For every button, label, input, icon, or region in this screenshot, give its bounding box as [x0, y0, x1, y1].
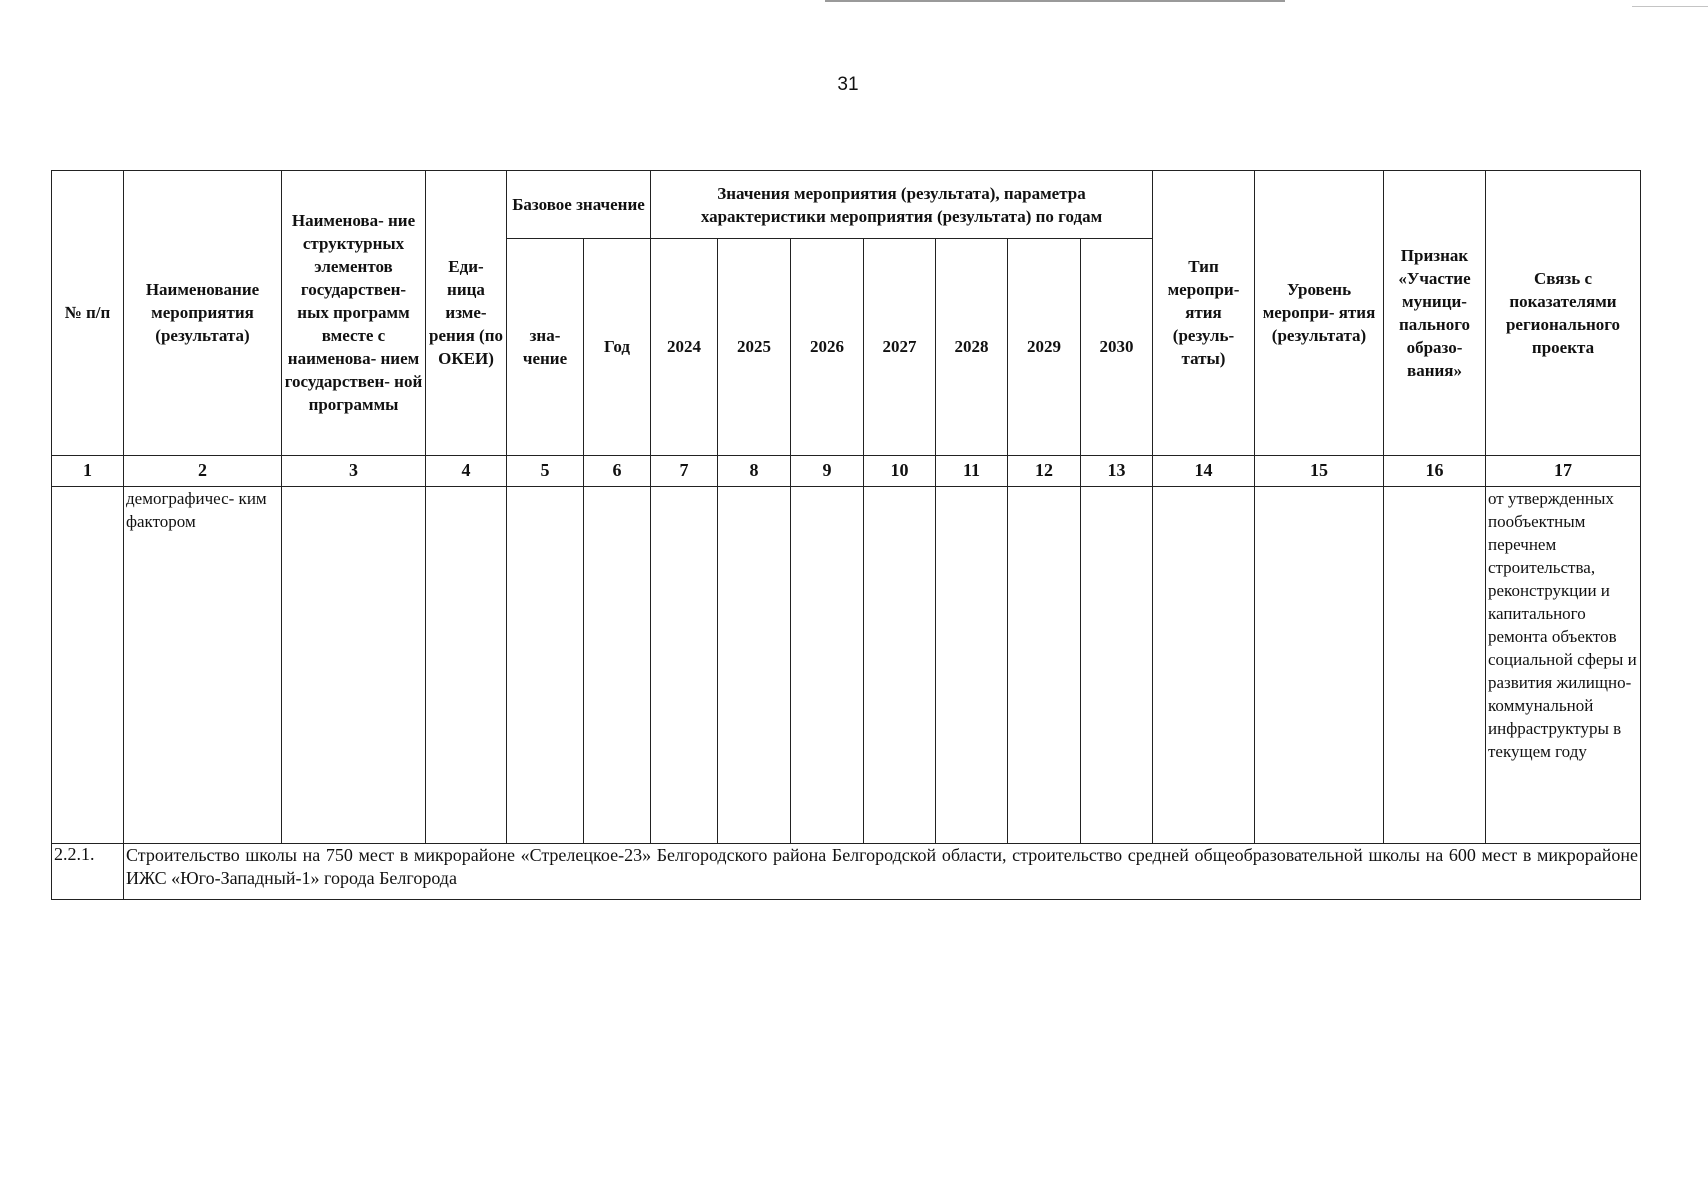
header-values-group: Значения мероприятия (результата), параметра характеристики мероприятия (результата) по годам: [651, 171, 1153, 239]
column-number: 16: [1384, 455, 1486, 486]
column-number: 2: [124, 455, 282, 486]
empty-cell: [507, 486, 584, 843]
header-row-1: [52, 171, 1641, 239]
column-number: 3: [282, 455, 426, 486]
header-base-value: зна- чение: [507, 239, 584, 456]
header-unit: Еди- ница изме- рения (по ОКЕИ): [426, 171, 507, 456]
header-num: № п/п: [52, 171, 124, 456]
empty-cell: [1081, 486, 1153, 843]
scan-edge-line: [825, 0, 1285, 2]
column-number: 1: [52, 455, 124, 486]
header-base-year: Год: [584, 239, 651, 456]
empty-cell: [864, 486, 936, 843]
empty-cell: [52, 486, 124, 843]
section-id: 2.2.1.: [52, 843, 124, 899]
column-number: 14: [1153, 455, 1255, 486]
column-number: 11: [936, 455, 1008, 486]
page-number: 31: [837, 74, 859, 95]
header-link: Связь с показателями регионального проекта: [1486, 171, 1641, 456]
scan-edge-line-right: [1632, 6, 1708, 7]
column-number: 12: [1008, 455, 1081, 486]
header-year-2027: 2027: [864, 239, 936, 456]
empty-cell: [1255, 486, 1384, 843]
empty-cell: [426, 486, 507, 843]
empty-cell: [584, 486, 651, 843]
column-number: 7: [651, 455, 718, 486]
column-number: 5: [507, 455, 584, 486]
program-table: [51, 170, 1641, 900]
column-number: 9: [791, 455, 864, 486]
column-number-row: [52, 455, 1641, 486]
empty-cell: [651, 486, 718, 843]
header-base-group: Базовое значение: [507, 171, 651, 239]
header-year-2025: 2025: [718, 239, 791, 456]
link-cell: от утвержденных пообъектным перечнем строительства, реконструкции и капитального ремонта объектов социальной сферы и развития жилищно- коммунальной инфраструктуры в текущем году: [1486, 486, 1641, 843]
empty-cell: [791, 486, 864, 843]
header-event-name: Наименование мероприятия (результата): [124, 171, 282, 456]
header-year-2029: 2029: [1008, 239, 1081, 456]
header-year-2028: 2028: [936, 239, 1008, 456]
section-description: Строительство школы на 750 мест в микрорайоне «Стрелецкое-23» Белгородского района Белгородской области, строительство средней общеобразовательной школы на 600 мест в микрорайоне ИЖС «Юго-Западный-1» города Белгорода: [124, 843, 1641, 899]
empty-cell: [1008, 486, 1081, 843]
column-number: 8: [718, 455, 791, 486]
empty-cell: [1384, 486, 1486, 843]
empty-cell: [936, 486, 1008, 843]
header-year-2030: 2030: [1081, 239, 1153, 456]
event-name-cell: демографичес- ким фактором: [124, 486, 282, 843]
column-number: 15: [1255, 455, 1384, 486]
empty-cell: [1153, 486, 1255, 843]
header-year-2026: 2026: [791, 239, 864, 456]
header-type: Тип меропри- ятия (резуль- таты): [1153, 171, 1255, 456]
column-number: 6: [584, 455, 651, 486]
header-level: Уровень меропри- ятия (результата): [1255, 171, 1384, 456]
section-row: [52, 843, 1641, 899]
column-number: 10: [864, 455, 936, 486]
column-number: 17: [1486, 455, 1641, 486]
empty-cell: [718, 486, 791, 843]
column-number: 13: [1081, 455, 1153, 486]
header-structural-elements: Наименова- ние структурных элементов государствен- ных программ вместе с наименова- нием государствен- ной программы: [282, 171, 426, 456]
header-year-2024: 2024: [651, 239, 718, 456]
header-sign: Признак «Участие муници- пального образо- вания»: [1384, 171, 1486, 456]
continuation-row: [52, 486, 1641, 843]
column-number: 4: [426, 455, 507, 486]
empty-cell: [282, 486, 426, 843]
